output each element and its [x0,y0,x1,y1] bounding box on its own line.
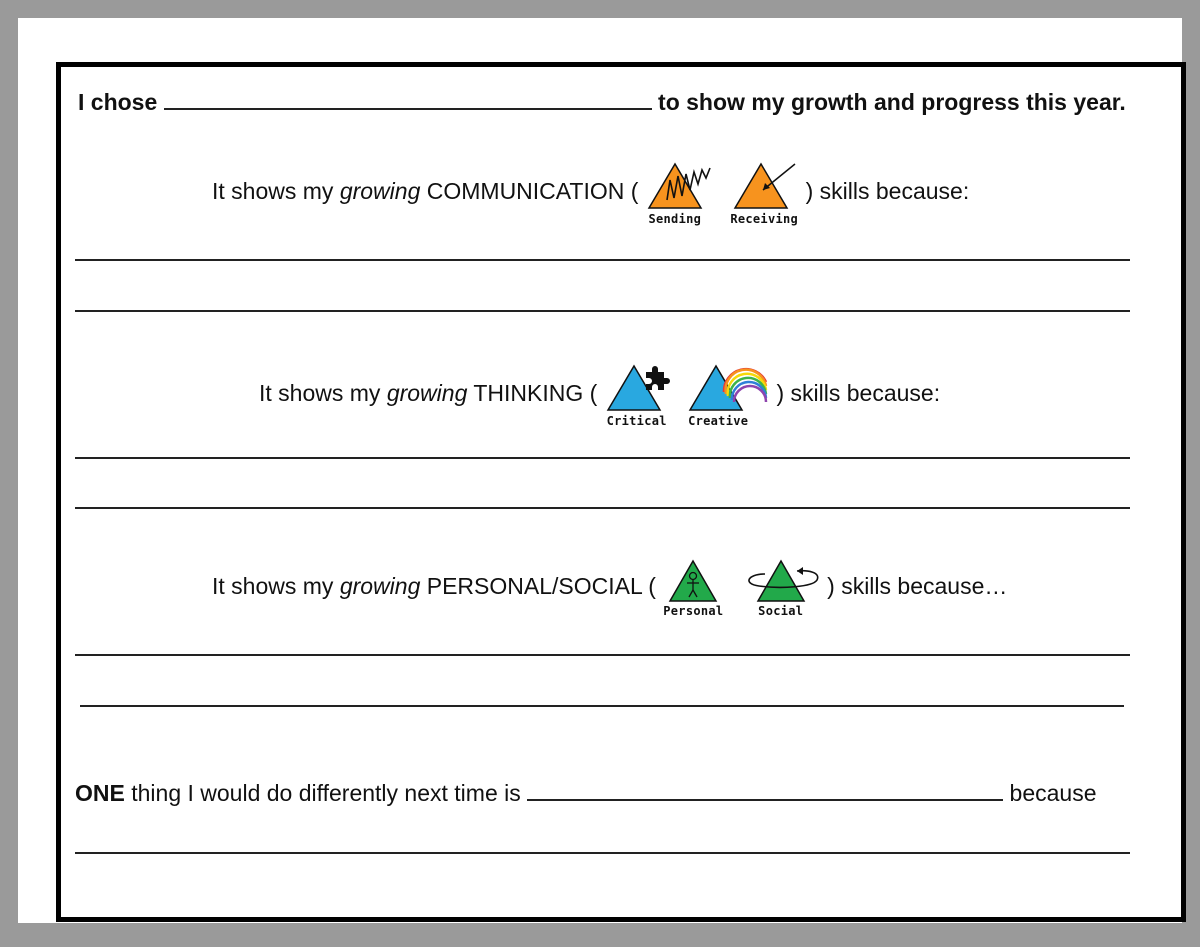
social-icon [741,558,821,618]
reflection-line [75,777,1097,808]
intro-suffix: to show my growth and progress this year. [658,89,1126,115]
intro-prefix: I chose [78,89,158,115]
one-emphasis: ONE [75,780,125,806]
answer-line[interactable] [80,705,1124,707]
communication-prefix: It shows my [212,178,334,205]
answer-line[interactable] [75,457,1130,459]
answer-line[interactable] [75,852,1130,854]
creative-icon [686,362,770,428]
communication-icons [645,160,799,226]
thinking-prefix: It shows my [259,380,381,407]
thinking-icons [604,362,770,428]
personal-icon [662,558,724,618]
thinking-line [259,362,940,428]
personal-social-line [212,558,1007,618]
creative-label: Creative [688,414,749,428]
critical-label: Critical [606,414,667,428]
personal-social-icons [662,558,820,618]
answer-line[interactable] [75,259,1130,261]
personal-social-skill: PERSONAL/SOCIAL ( [426,573,656,600]
sending-icon [645,160,705,226]
personal-label: Personal [663,604,724,618]
critical-icon [604,362,670,428]
intro-line [78,86,1126,117]
communication-suffix: ) skills because: [805,178,970,205]
receiving-icon [729,160,799,226]
personal-social-suffix: ) skills because… [827,573,1008,600]
artifact-blank[interactable] [164,86,652,110]
communication-line [212,160,969,226]
sending-label: Sending [648,212,702,226]
answer-line[interactable] [75,310,1130,312]
reflection-prompt: thing I would do differently next time is [131,780,521,806]
growing-emphasis: growing [339,573,421,600]
personal-social-prefix: It shows my [212,573,334,600]
reflection-suffix: because [1009,780,1097,806]
thinking-suffix: ) skills because: [776,380,941,407]
growing-emphasis: growing [386,380,468,407]
thinking-skill: THINKING ( [473,380,598,407]
social-label: Social [758,604,804,618]
communication-skill: COMMUNICATION ( [426,178,639,205]
growing-emphasis: growing [339,178,421,205]
answer-line[interactable] [75,507,1130,509]
reflection-blank[interactable] [527,777,1003,801]
answer-line[interactable] [75,654,1130,656]
receiving-label: Receiving [730,212,799,226]
